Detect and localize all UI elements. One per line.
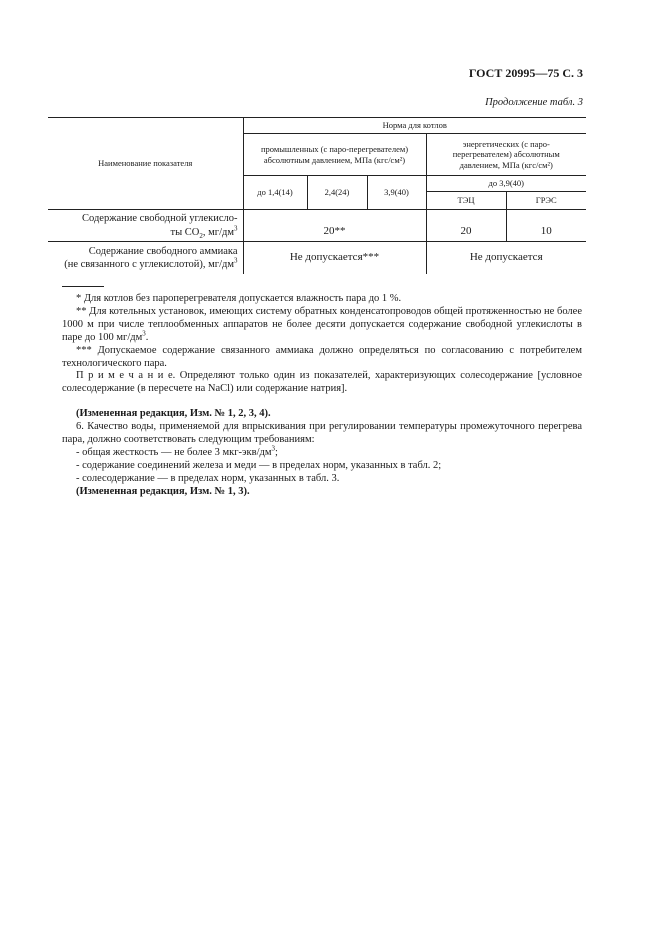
indicator-column-header: Наименование показателя xyxy=(48,118,243,210)
footnotes xyxy=(62,292,582,370)
energy-boilers-header xyxy=(426,134,586,176)
pressure-cell-2: 2,4(24) xyxy=(307,176,367,210)
ammonia-energy-value: Не допускается xyxy=(426,242,586,274)
co2-industrial-value: 20** xyxy=(243,210,426,242)
gres-header: ГРЭС xyxy=(506,192,586,210)
pressure-cell-3: 3,9(40) xyxy=(367,176,426,210)
norms-table xyxy=(48,117,586,274)
revision-note-1: (Измененная редакция, Изм. № 1, 2, 3, 4). xyxy=(76,408,271,419)
revision-note-2: (Измененная редакция, Изм. № 1, 3). xyxy=(76,486,250,497)
energy-boilers-label: энергетических (с паро-перегревателем) абсолютным давлением, МПа (кгс/см²) xyxy=(452,139,560,170)
requirement-salt: - солесодержание — в пределах норм, указанных в табл. 3. xyxy=(76,473,340,484)
tec-header: ТЭЦ xyxy=(426,192,506,210)
co2-gres-value: 10 xyxy=(506,210,586,242)
industrial-boilers-header xyxy=(243,134,426,176)
co2-tec-value: 20 xyxy=(426,210,506,242)
footnote-divider xyxy=(62,286,104,287)
requirement-hardness: - общая жесткость — не более 3 мкг-$экв/дм^3$; xyxy=(76,444,278,458)
page-header-title: ГОСТ 20995—75 С. 3 xyxy=(468,66,583,80)
row-label-co2: Содержание свободной углекисло- ты $CO_2$, $мг/дм^3$ xyxy=(48,210,243,242)
ammonia-industrial-value: Не допускается*** xyxy=(243,242,426,274)
paragraph-6: 6. Качество воды, применяемой для впрыскивания при регулировании температуры промежуточного перегрева пара, должно соответствовать следующим требованиям: xyxy=(62,421,582,445)
industrial-boilers-label: промышленных (с паро-перегревателем) абсолютным давлением, МПа (кгс/см²) xyxy=(260,144,409,165)
note-label: П р и м е ч а н и е. xyxy=(76,370,176,381)
norm-header: Норма для котлов xyxy=(243,118,586,134)
footnote-1: * Для котлов без пароперегревателя допускается влажность пара до 1 %. xyxy=(76,293,402,304)
footnote-2: ** Для котельных установок, имеющих систему обратных конденсатопроводов общей протяженностью не более 1000 м при числе теплообменных аппаратов не более десяти допускается содержание свободной углекислоты в паре до 100 $мг/дм^3$. xyxy=(62,306,582,343)
requirement-iron-copper: - содержание соединений железа и меди — в пределах норм, указанных в табл. 2; xyxy=(76,460,442,471)
table-continuation-label: Продолжение табл. 3 xyxy=(485,97,583,108)
energy-pressure-cell: до 3,9(40) xyxy=(426,176,586,192)
row-label-ammonia: Содержание свободного аммиака (не связанного с углекислотой), $мг/дм^3$ xyxy=(48,242,243,274)
footnote-3: *** Допускаемое содержание связанного аммиака должно определяться по согласованию с потребителем технологического пара. xyxy=(62,345,582,369)
table-note xyxy=(62,369,582,395)
pressure-cell-1: до 1,4(14) xyxy=(243,176,307,210)
note-text: Определяют только один из показателей, характеризующих солесодержание [условное солесодержание (в пересчете на NaCl) или содержание натрия]. xyxy=(62,370,582,394)
